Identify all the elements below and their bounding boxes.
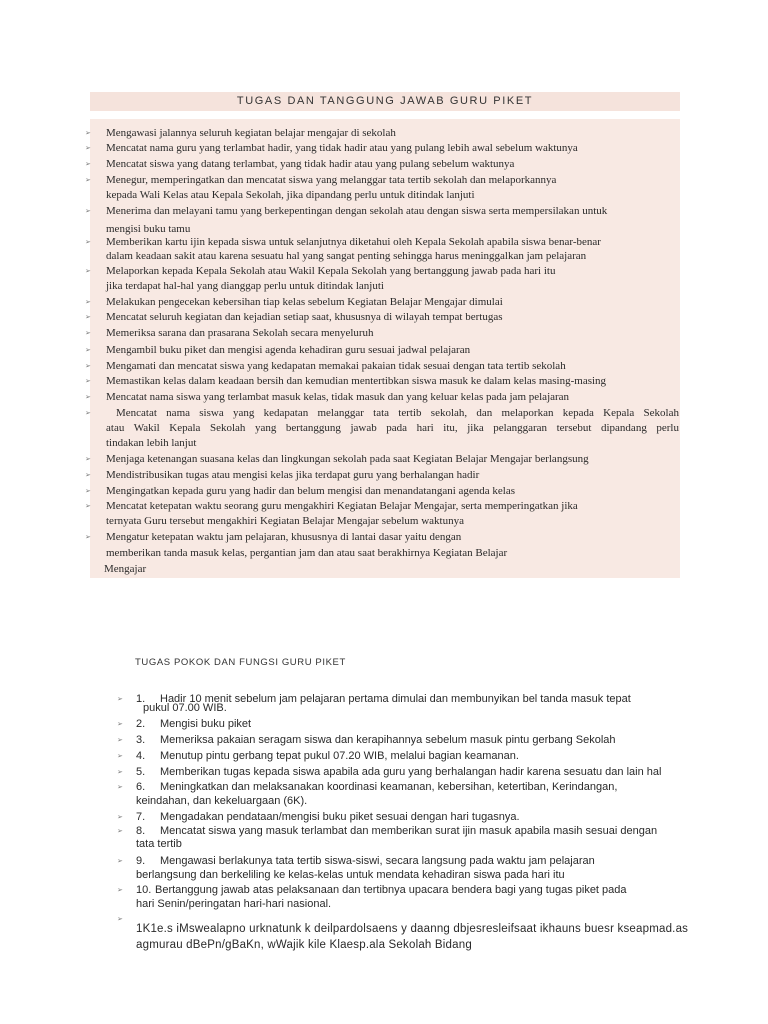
garbled-text-line: agmurau dBePn/gBaKn, wWajik kile Klaesp.ala Sekolah Bidang bbox=[136, 939, 472, 951]
list-item-continuation: hari Senin/peringatan hari-hari nasional. bbox=[136, 898, 332, 910]
garbled-text-line: 1K1e.s iMswealapno urknatunk k deilpardolsaens y daanng dbjesresleifsaat ikhauns buesr kseapmad.as bbox=[136, 923, 689, 935]
list-item-continuation: pukul 07.00 WIB. bbox=[143, 702, 227, 714]
list-item-continuation: tata tertib bbox=[136, 838, 182, 850]
list-item-continuation: berlangsung dan berkeliling ke kelas-kelas untuk mendata kehadiran siswa pada hari itu bbox=[136, 869, 565, 881]
section-title: TUGAS POKOK DAN FUNGSI GURU PIKET bbox=[135, 657, 346, 668]
page-title: TUGAS DAN TANGGUNG JAWAB GURU PIKET bbox=[90, 92, 680, 111]
list-item-continuation: keindahan, dan kekeluargaan (6K). bbox=[136, 795, 308, 807]
